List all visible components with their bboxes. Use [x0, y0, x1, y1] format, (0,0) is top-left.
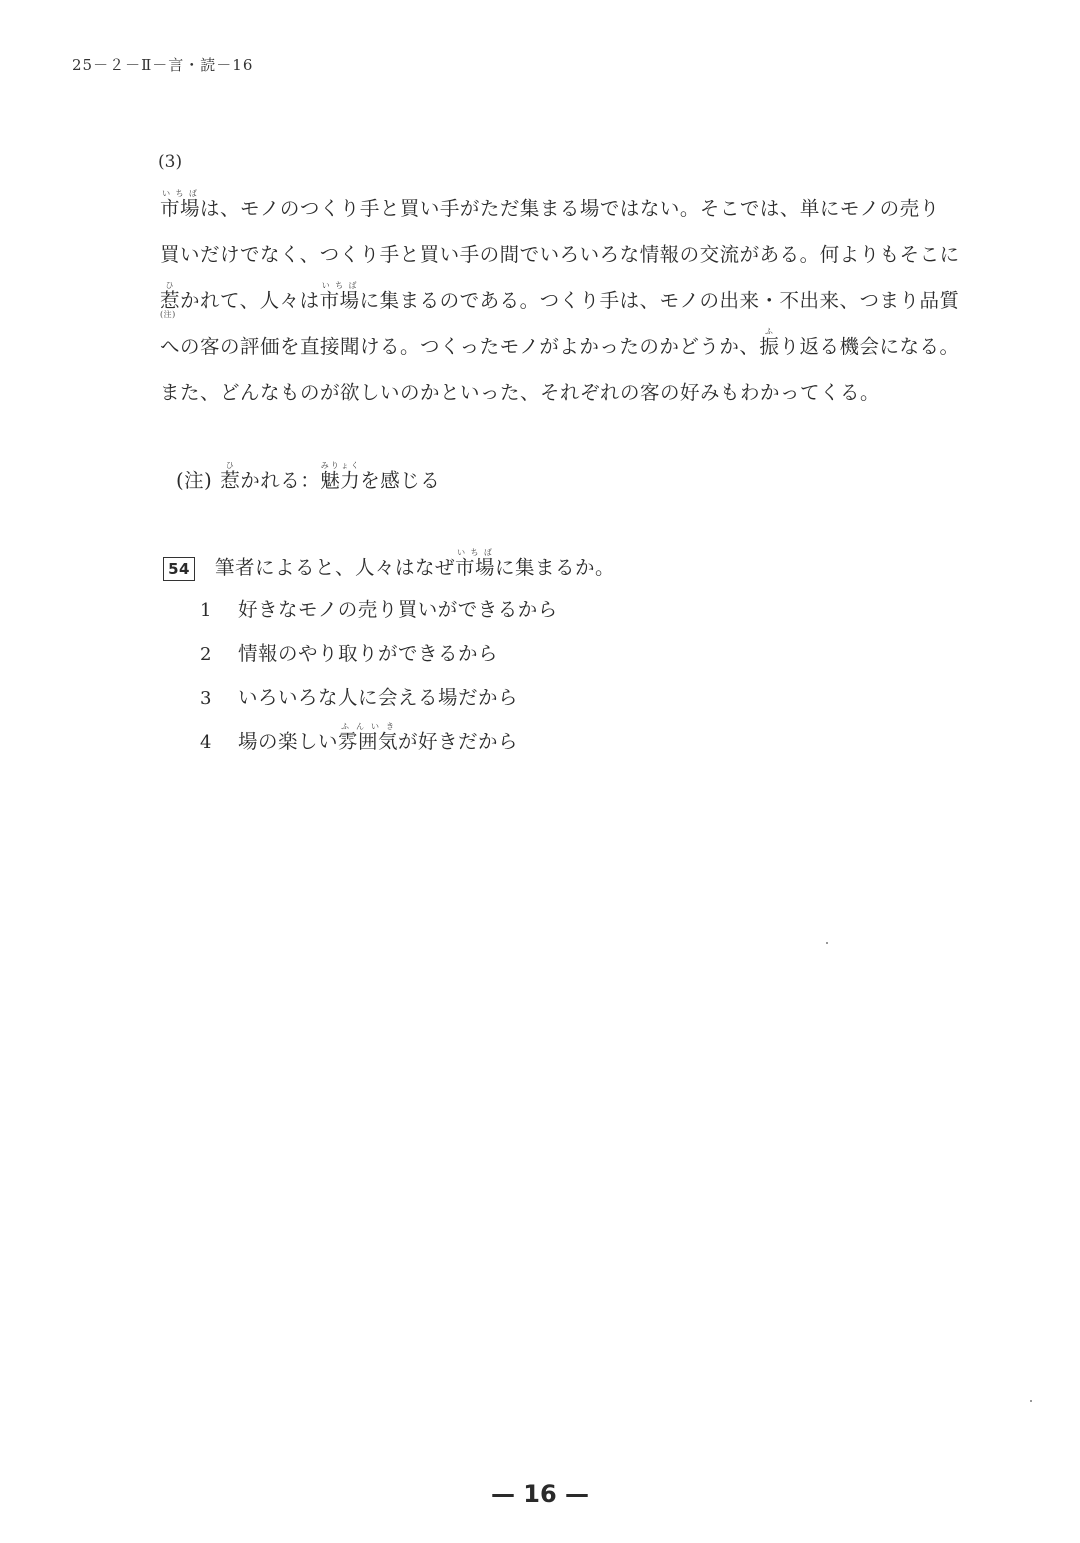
note-mark: (注): [176, 469, 213, 492]
option-text: 情報のやり取りができるから: [238, 642, 499, 665]
vocabulary-note: (注) 惹ひかれる：魅力みりょくを感じる: [176, 461, 441, 492]
option-number: 4: [200, 732, 212, 753]
answer-options: [200, 588, 558, 764]
ruby-ichiba: 市場いちば: [319, 281, 360, 312]
question: 54 筆者によると、人々はなぜ市場いちばに集まるか。: [163, 548, 615, 581]
section-label: (3): [158, 152, 183, 172]
ruby-funiki: 雰囲気ふんいき: [338, 722, 399, 753]
option-number: 2: [200, 644, 212, 665]
answer-option[interactable]: 4 場の楽しい雰囲気ふんいきが好きだから: [200, 720, 558, 764]
passage-line: 惹ひ (注) かれて、人々は市場いちばに集まるのである。つくり手は、モノの出来・不出来、つまり品質: [160, 281, 960, 319]
passage-line: また、どんなものが欲しいのかといった、それぞれの客の好みもわかってくる。: [160, 381, 881, 404]
answer-option[interactable]: [200, 632, 558, 676]
passage-line: 買いだけでなく、つくり手と買い手の間でいろいろな情報の交流がある。何よりもそこに: [160, 243, 960, 266]
ruby-miryoku: 魅力みりょく: [320, 461, 361, 492]
scan-speck: [826, 942, 828, 944]
scan-speck: [1030, 1400, 1032, 1402]
answer-option[interactable]: [200, 588, 558, 632]
annotated-word: 惹ひ (注): [160, 281, 181, 319]
answer-option[interactable]: [200, 676, 558, 720]
ruby-hi: 惹ひ: [220, 461, 241, 492]
note-marker: (注): [160, 310, 176, 319]
option-number: 3: [200, 688, 212, 709]
option-number: 1: [200, 600, 212, 621]
option-text: 場の楽しい: [238, 730, 339, 753]
page-number: — 16 —: [490, 1480, 590, 1508]
document-code: 25－２－Ⅱ－言・読－16: [72, 56, 254, 74]
passage-line: 市場いちばは、モノのつくり手と買い手がただ集まる場ではない。そこでは、単にモノの売り: [160, 189, 940, 220]
ruby-ichiba: 市場いちば: [455, 548, 496, 579]
question-number: 54: [163, 557, 195, 581]
option-text: いろいろな人に会える場だから: [238, 686, 519, 709]
ruby-ichiba: 市場いちば: [160, 189, 201, 220]
ruby-furi: 振ふ: [759, 327, 780, 358]
reading-passage: [160, 186, 1002, 416]
passage-line: への客の評価を直接聞ける。つくったモノがよかったのかどうか、振ふり返る機会になる。: [160, 327, 960, 358]
option-text: 好きなモノの売り買いができるから: [238, 598, 558, 621]
